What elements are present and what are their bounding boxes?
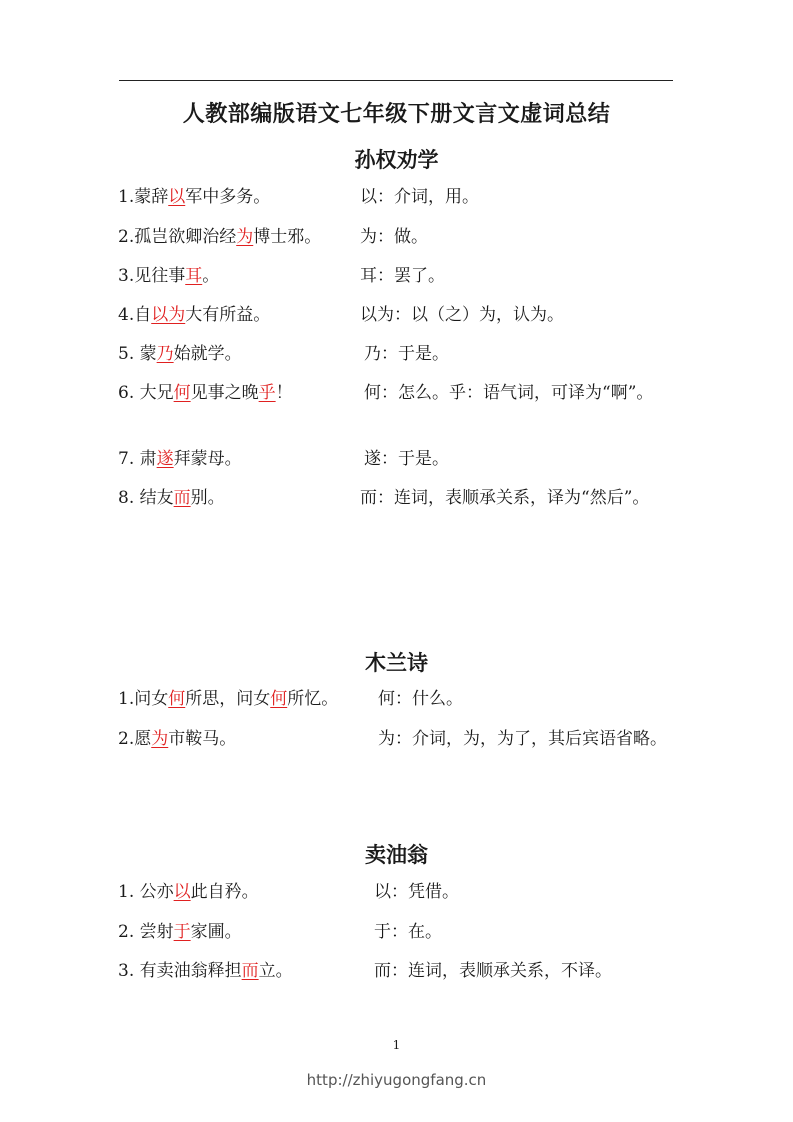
highlighted-word: 何 <box>270 689 288 709</box>
answer-text: 以为：以（之）为，认为。 <box>360 305 564 325</box>
answer-text: 而：连词，表顺承关系，译为“然后”。 <box>360 488 650 508</box>
question-fragment: 1.蒙辞 <box>118 187 169 207</box>
page-number: 1 <box>392 1038 401 1052</box>
highlighted-word: 乃 <box>156 344 174 364</box>
question-fragment: 始就学。 <box>173 344 242 364</box>
answer-text: 何：怎么。乎：语气词，可译为“啊”。 <box>364 383 654 403</box>
question-fragment: 4.自 <box>118 305 152 325</box>
question-fragment: 家圃。 <box>190 922 242 942</box>
answer-text: 而：连词，表顺承关系，不译。 <box>374 961 612 981</box>
highlighted-word: 而 <box>241 961 259 981</box>
question-fragment: 所思，问女 <box>185 689 271 709</box>
question-text <box>118 184 270 210</box>
question-fragment: 6. 大兄 <box>118 383 174 403</box>
question-fragment: 8. 结友 <box>118 488 174 508</box>
answer-text: 为：做。 <box>360 227 428 247</box>
answer-text: 于：在。 <box>374 922 442 942</box>
document-title: 人教部编版语文七年级下册文言文虚词总结 <box>182 102 611 127</box>
question-text <box>118 958 293 984</box>
highlighted-word: 为 <box>236 227 254 247</box>
highlighted-word: 何 <box>173 383 191 403</box>
highlighted-word: 乎 <box>258 383 276 403</box>
question-text <box>118 224 321 250</box>
question-fragment: 7. 肃 <box>118 449 157 469</box>
question-fragment: 别。 <box>190 488 225 508</box>
highlighted-word: 于 <box>173 922 191 942</box>
question-text <box>118 263 219 289</box>
question-fragment: 立。 <box>258 961 293 981</box>
question-fragment: 2.孤岂欲卿治经 <box>118 227 237 247</box>
question-fragment: 2.愿 <box>118 729 152 749</box>
answer-text: 何：什么。 <box>378 689 463 709</box>
question-text <box>118 879 259 905</box>
question-text <box>118 341 242 367</box>
highlighted-word: 以 <box>168 187 186 207</box>
question-fragment: 见事之晚 <box>190 383 259 403</box>
answer-text: 为：介词，为，为了，其后宾语省略。 <box>378 729 667 749</box>
highlighted-word: 以为 <box>151 305 186 325</box>
question-fragment: 所忆。 <box>287 689 339 709</box>
answer-text: 以：凭借。 <box>374 882 459 902</box>
question-fragment: 1. 公亦 <box>118 882 174 902</box>
question-fragment: 此自矜。 <box>190 882 259 902</box>
question-text <box>118 446 242 472</box>
question-fragment: 拜蒙母。 <box>173 449 242 469</box>
question-fragment: 2. 尝射 <box>118 922 174 942</box>
answer-text: 遂：于是。 <box>364 449 449 469</box>
answer-text: 耳：罢了。 <box>360 266 445 286</box>
question-fragment: 。 <box>202 266 220 286</box>
section-title: 卖油翁 <box>365 843 428 867</box>
question-fragment: 3.见往事 <box>118 266 186 286</box>
section-title: 木兰诗 <box>365 651 428 675</box>
answer-text: 乃：于是。 <box>364 344 449 364</box>
question-fragment: 市鞍马。 <box>168 729 237 749</box>
question-text <box>118 726 236 752</box>
question-fragment: 博士邪。 <box>253 227 322 247</box>
highlighted-word: 何 <box>168 689 186 709</box>
highlighted-word: 耳 <box>185 266 203 286</box>
question-fragment: 军中多务。 <box>185 187 271 207</box>
section-title: 孙权劝学 <box>354 148 439 172</box>
answer-text: 以：介词，用。 <box>360 187 479 207</box>
question-fragment: 3. 有卖油翁释担 <box>118 961 242 981</box>
question-text <box>118 919 242 945</box>
question-text <box>118 302 270 328</box>
question-fragment: ！ <box>275 383 293 403</box>
highlighted-word: 而 <box>173 488 191 508</box>
header-rule <box>119 80 673 81</box>
question-fragment: 大有所益。 <box>185 305 271 325</box>
question-fragment: 5. 蒙 <box>118 344 157 364</box>
footer-url: http://zhiyugongfang.cn <box>306 1071 487 1089</box>
highlighted-word: 以 <box>173 882 191 902</box>
question-text <box>118 485 225 511</box>
question-text <box>118 380 293 406</box>
highlighted-word: 为 <box>151 729 169 749</box>
highlighted-word: 遂 <box>156 449 174 469</box>
question-fragment: 1.问女 <box>118 689 169 709</box>
question-text <box>118 686 338 712</box>
